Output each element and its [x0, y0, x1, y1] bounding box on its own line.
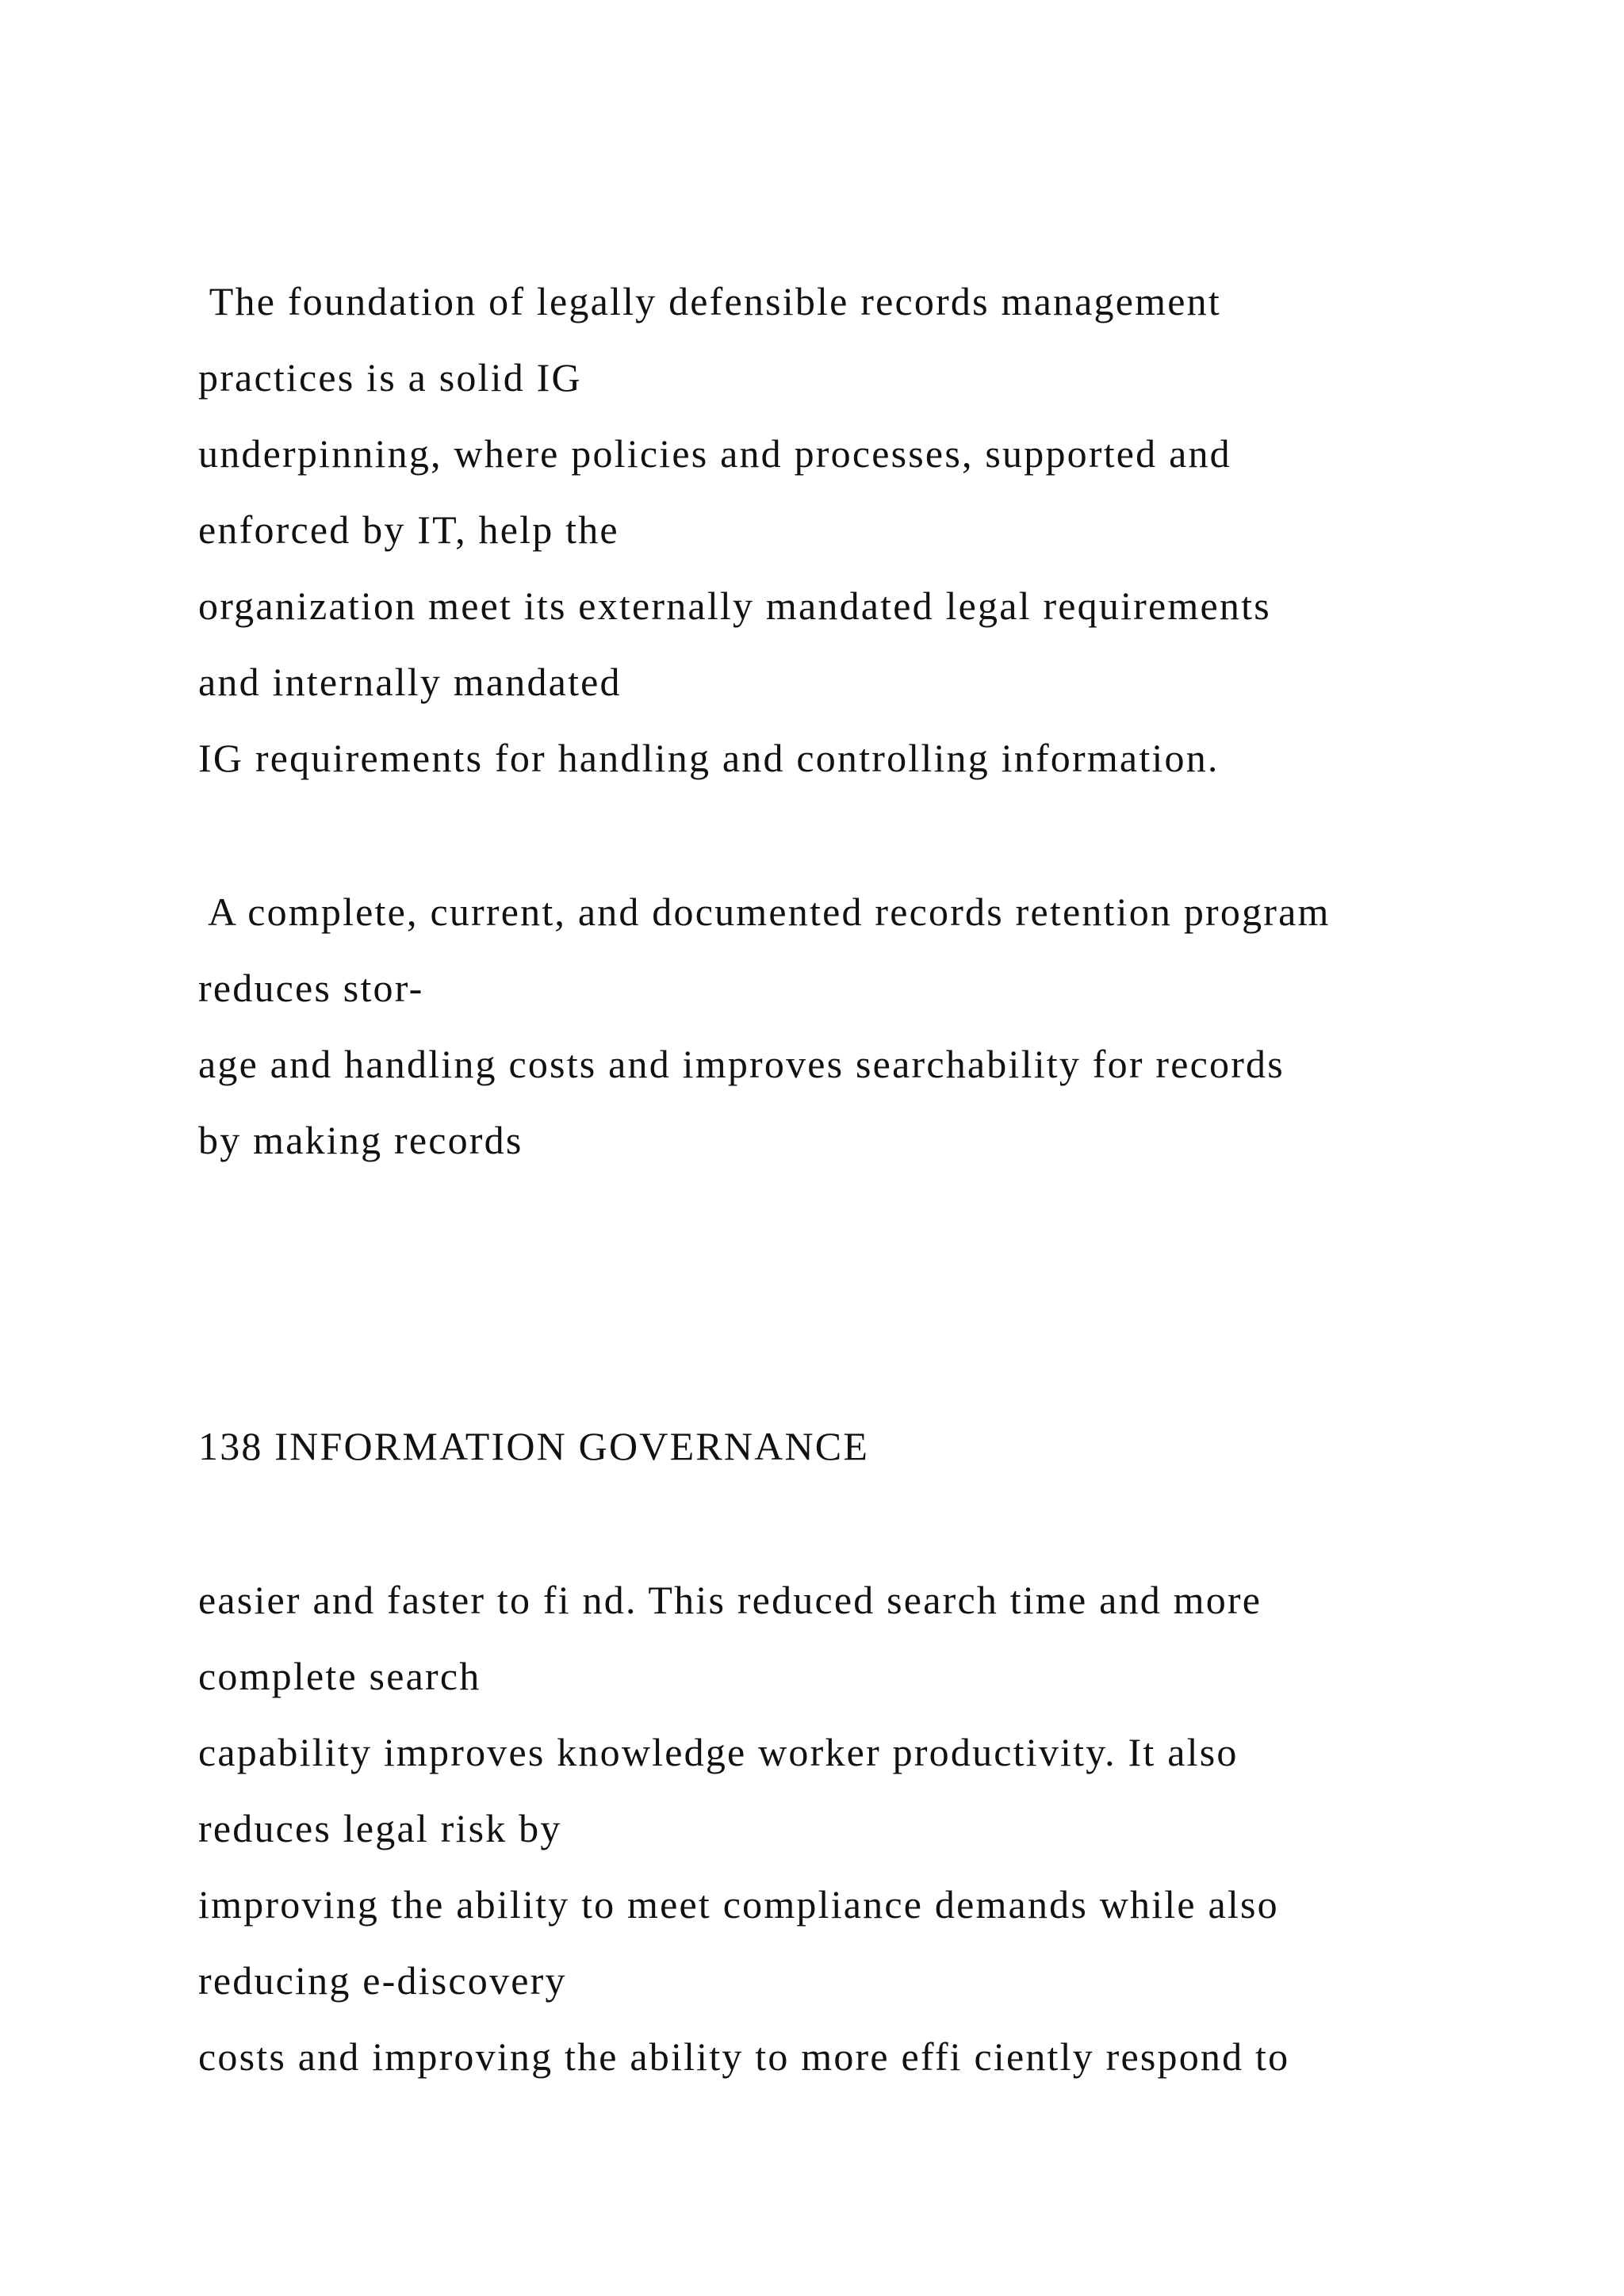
running-header: 138 INFORMATION GOVERNANCE	[198, 1424, 870, 1468]
paragraph-2-line-4: by making records	[198, 1118, 523, 1162]
paragraph-1-line-5: organization meet its externally mandated legal requirements	[198, 584, 1271, 628]
paragraph-1-line-4: enforced by IT, help the	[198, 507, 619, 552]
paragraph-3-line-7: costs and improving the ability to more effi ciently respond to	[198, 2034, 1290, 2079]
paragraph-2-line-1: A complete, current, and documented records retention program	[198, 890, 1331, 934]
paragraph-3-line-1: easier and faster to fi nd. This reduced search time and more	[198, 1578, 1262, 1622]
paragraph-3-line-6: reducing e-discovery	[198, 1958, 567, 2003]
paragraph-1-line-1: The foundation of legally defensible records management	[198, 279, 1221, 323]
paragraph-1-line-3: underpinning, where policies and processes, supported and	[198, 431, 1231, 476]
paragraph-2-line-2: reduces stor-	[198, 966, 424, 1010]
paragraph-3-line-5: improving the ability to meet compliance demands while also	[198, 1882, 1279, 1927]
paragraph-3-line-3: capability improves knowledge worker productivity. It also	[198, 1730, 1239, 1774]
paragraph-3-line-4: reduces legal risk by	[198, 1806, 562, 1850]
paragraph-1-line-2: practices is a solid IG	[198, 355, 582, 400]
paragraph-1-line-7: IG requirements for handling and controlling information.	[198, 736, 1220, 780]
paragraph-1-line-6: and internally mandated	[198, 660, 622, 704]
paragraph-2-line-3: age and handling costs and improves searchability for records	[198, 1042, 1285, 1086]
paragraph-3-line-2: complete search	[198, 1654, 481, 1698]
